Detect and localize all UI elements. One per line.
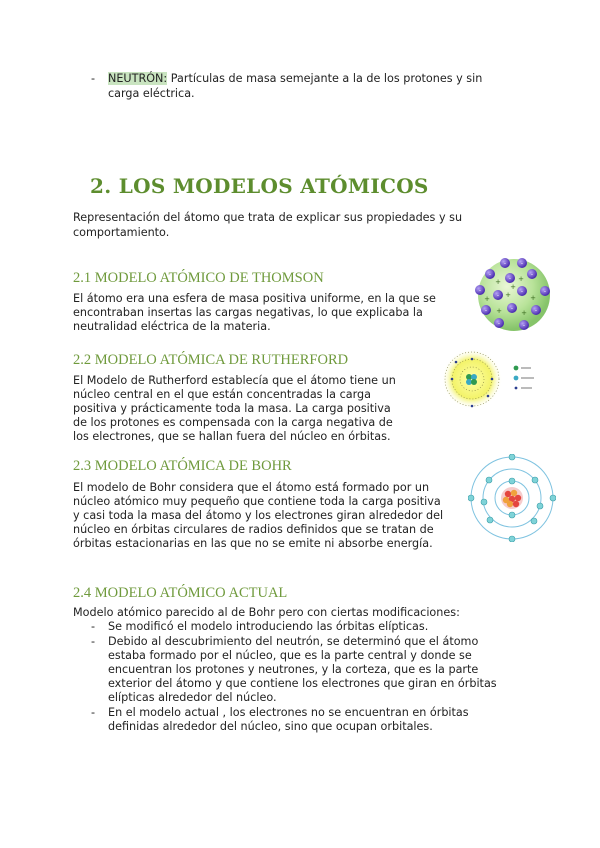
svg-text:+: + — [510, 283, 516, 291]
svg-text:-: - — [484, 307, 488, 314]
bohr-line: núcleo atómico muy pequeño que contiene toda la carga positiva — [73, 495, 441, 508]
rutherford-line: de los protones es compensada con la carga negativa de — [73, 416, 393, 429]
bullet-dash: - — [91, 706, 96, 719]
bohr-line: y casi toda la masa del átomo y los electrones giran alrededor del — [73, 509, 444, 522]
rutherford-line: núcleo central en el que están concentradas la carga — [73, 388, 371, 401]
svg-text:-: - — [530, 271, 534, 278]
svg-text:+: + — [495, 278, 501, 286]
svg-text:-: - — [520, 260, 524, 267]
svg-text:+: + — [518, 275, 524, 283]
svg-text:-: - — [503, 260, 507, 267]
svg-text:+: + — [496, 307, 502, 315]
neutron-line-1 — [108, 72, 528, 87]
svg-text:-: - — [478, 287, 482, 294]
plum-pudding-atom-illustration — [472, 253, 556, 337]
section-intro-line-1: Representación del átomo que trata de explicar sus propiedades y su — [73, 211, 463, 224]
svg-text:+: + — [484, 295, 490, 303]
svg-text:+: + — [530, 294, 536, 302]
svg-text:-: - — [510, 305, 514, 312]
neutron-line-2: carga eléctrica. — [108, 87, 195, 100]
rutherford-heading: 2.2 MODELO ATÓMICA DE RUTHERFORD — [73, 352, 349, 368]
list-item: Debido al descubrimiento del neutrón, se determinó que el átomo — [108, 635, 479, 648]
svg-text:-: - — [488, 271, 492, 278]
svg-text:-: - — [534, 307, 538, 314]
thomson-line: El átomo era una esfera de masa positiva uniforme, en la que se — [73, 292, 436, 305]
actual-intro: Modelo atómico parecido al de Bohr pero con ciertas modificaciones: — [73, 606, 460, 619]
section-title: 2. LOS MODELOS ATÓMICOS — [90, 174, 429, 198]
svg-text:+: + — [505, 291, 511, 299]
svg-text:-: - — [543, 288, 547, 295]
bohr-line: núcleo en órbitas circulares de radios definidos que se tratan de — [73, 523, 434, 536]
bohr-line: El modelo de Bohr considera que el átomo está formado por un — [73, 481, 430, 494]
list-item: En el modelo actual , los electrones no se encuentran en órbitas — [108, 706, 469, 719]
bullet-dash: - — [91, 635, 96, 648]
svg-text:-: - — [520, 288, 524, 295]
svg-text:-: - — [497, 320, 501, 327]
svg-text:-: - — [508, 275, 512, 282]
thomson-line: neutralidad eléctrica de la materia. — [73, 320, 271, 333]
bullet-dash: - — [91, 72, 96, 85]
list-item: definidas alrededor del núcleo, sino que ocupan orbitales. — [108, 720, 433, 733]
bohr-line: órbitas estacionarias en las que no se emite ni absorbe energía. — [73, 537, 433, 550]
svg-text:+: + — [521, 309, 527, 317]
neutron-label: NEUTRÓN: — [108, 72, 168, 85]
svg-text:-: - — [496, 292, 500, 299]
neutron-text: Partículas de masa semejante a la de los protones y sin — [167, 72, 483, 85]
list-item: Se modificó el modelo introduciendo las órbitas elípticas. — [108, 620, 429, 633]
rutherford-line: los electrones, que se hallan fuera del núcleo en órbitas. — [73, 430, 391, 443]
actual-heading: 2.4 MODELO ATÓMICO ACTUAL — [73, 585, 288, 601]
svg-text:-: - — [522, 322, 526, 329]
list-item: exterior del átomo y que contiene los electrones que giran en órbitas — [108, 677, 497, 690]
list-item: encuentran los protones y neutrones, y la corteza, que es la parte — [108, 663, 479, 676]
rutherford-line: positiva y prácticamente toda la masa. La carga positiva — [73, 402, 391, 415]
bohr-atom-illustration — [468, 454, 556, 542]
thomson-heading: 2.1 MODELO ATÓMICO DE THOMSON — [73, 270, 324, 286]
list-item: elípticas alrededor del núcleo. — [108, 691, 277, 704]
bohr-heading: 2.3 MODELO ATÓMICA DE BOHR — [73, 458, 292, 474]
rutherford-atom-illustration — [440, 348, 540, 410]
section-intro-line-2: comportamiento. — [73, 226, 170, 239]
list-item: estaba formado por el núcleo, que es la parte central y donde se — [108, 649, 472, 662]
thomson-line: encontraban insertas las cargas negativas, lo que explicaba la — [73, 306, 423, 319]
rutherford-line: El Modelo de Rutherford establecía que el átomo tiene un — [73, 374, 396, 387]
bullet-dash: - — [91, 620, 96, 633]
